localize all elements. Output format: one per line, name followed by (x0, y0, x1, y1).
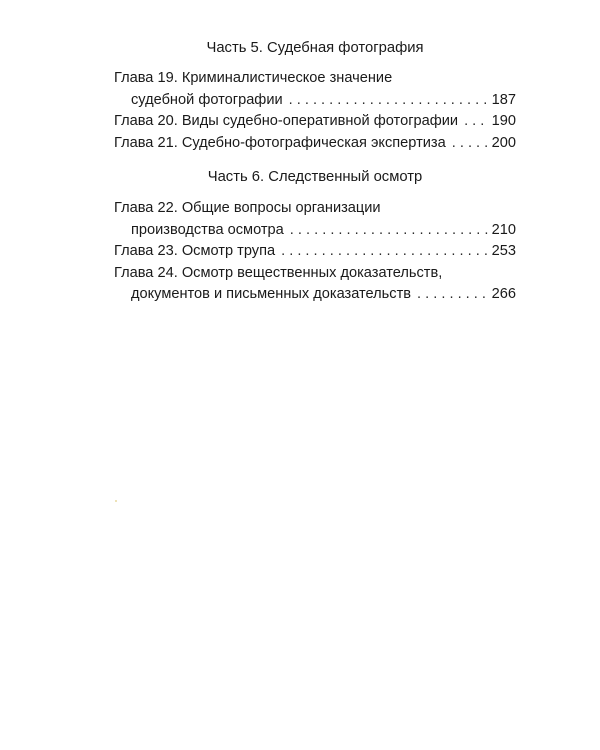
chapter-23-title: Глава 23. Осмотр трупа (114, 243, 276, 259)
dot-leader (452, 133, 488, 155)
paper-speck (115, 500, 117, 502)
part-6-title: Часть 6. Следственный осмотр (207, 169, 423, 185)
dot-leader (464, 111, 488, 133)
dot-leader (281, 241, 488, 263)
toc-entry-chapter-21 (114, 133, 516, 155)
chapter-24-title-line-1: Глава 24. Осмотр вещественных доказательств, (114, 264, 443, 281)
dot-leader (290, 220, 488, 242)
chapter-19-page-number: 187 (491, 91, 516, 108)
toc-entry-chapter-19 (114, 68, 516, 111)
chapter-21-page-number: 200 (491, 134, 516, 151)
toc-entry-chapter-20 (114, 111, 516, 133)
part-5-title: Часть 5. Судебная фотография (206, 40, 424, 56)
chapter-22-title-line-1: Глава 22. Общие вопросы организации (114, 200, 381, 216)
chapter-23-page-number: 253 (491, 243, 516, 259)
chapter-19-title-line-2: судебной фотографии (131, 91, 283, 108)
chapter-22-title-line-2: производства осмотра (131, 221, 284, 238)
dot-leader (289, 90, 488, 112)
chapter-19-title-line-1: Глава 19. Криминалистическое значение (114, 70, 393, 86)
toc-entry-chapter-22 (114, 198, 516, 241)
toc-entry-chapter-24 (114, 263, 516, 306)
table-of-contents (114, 38, 516, 306)
chapter-21-title: Глава 21. Судебно-фотографическая экспертиза (114, 134, 446, 151)
chapter-24-title-line-2: документов и письменных доказательств (131, 286, 412, 302)
dot-leader (417, 284, 488, 306)
chapter-20-title: Глава 20. Виды судебно-оперативной фотографии (114, 113, 459, 129)
toc-entry-chapter-23 (114, 241, 516, 263)
chapter-20-page-number: 190 (491, 113, 516, 129)
chapter-24-page-number: 266 (491, 286, 516, 302)
chapter-22-page-number: 210 (491, 221, 516, 238)
